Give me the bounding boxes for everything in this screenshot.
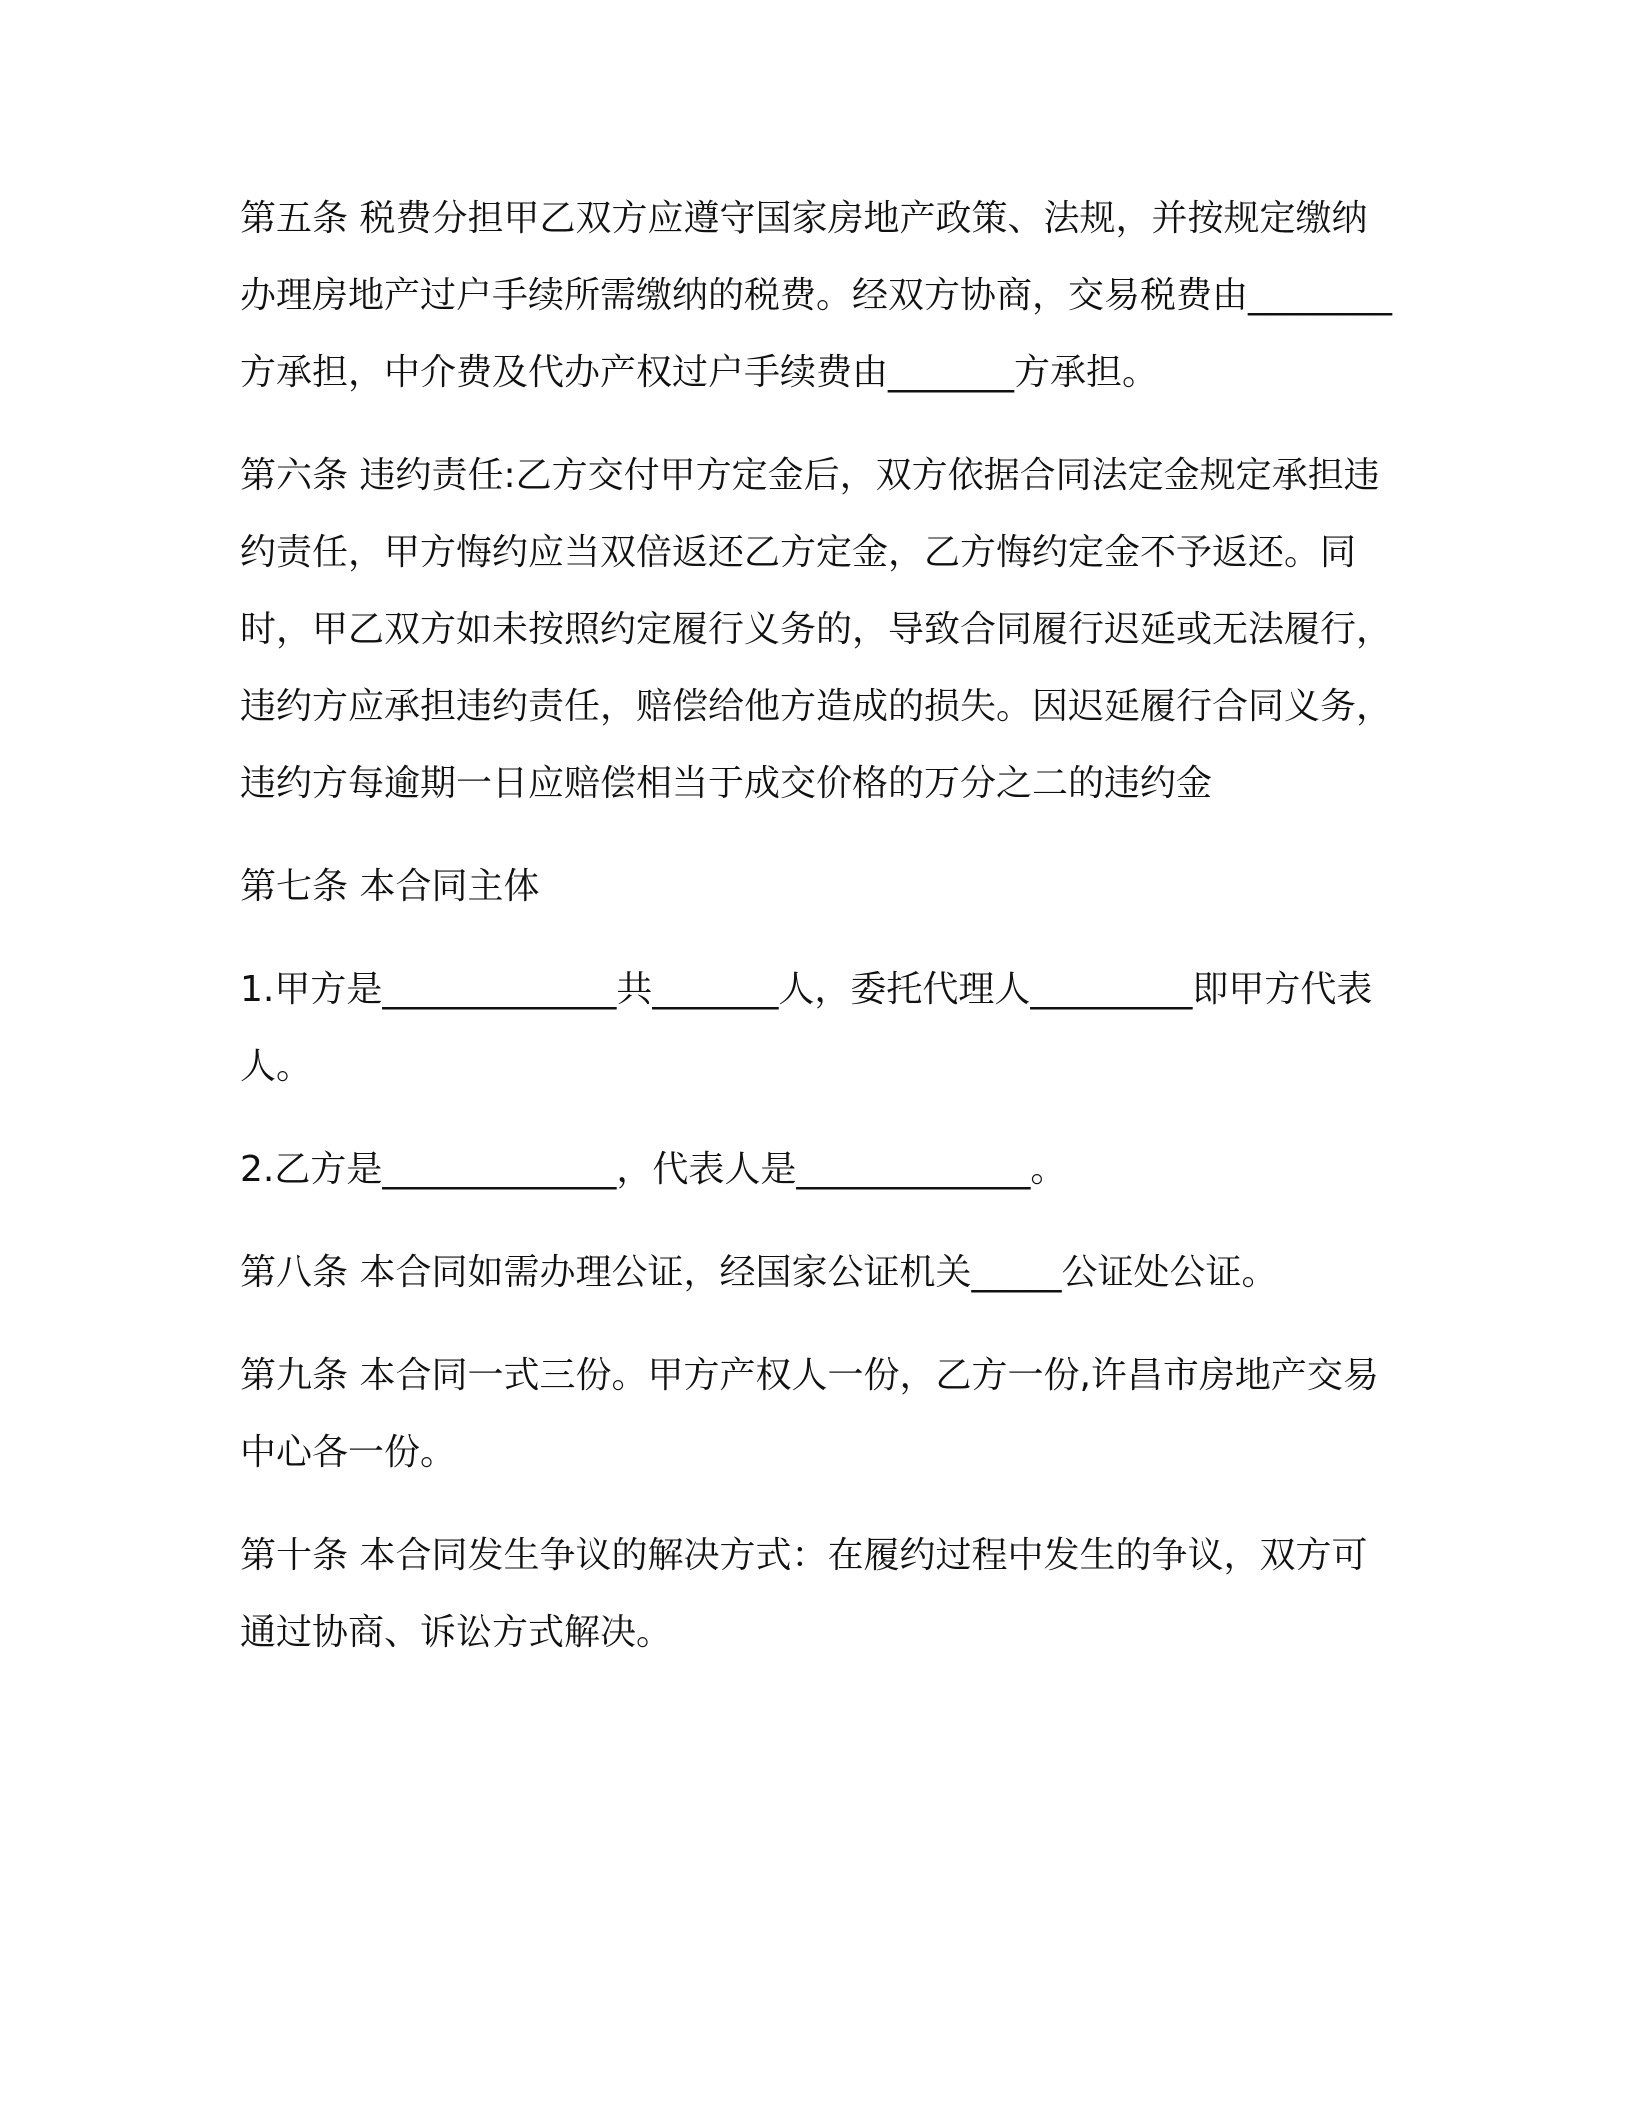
article-8-notarization: 第八条 本合同如需办理公证，经国家公证机关_____公证处公证。 xyxy=(240,1252,1278,1293)
article-7-party-a: 1.甲方是_____________共_______人，委托代理人_________即甲方代表人。 xyxy=(240,969,1373,1087)
article-9-copies: 第九条 本合同一式三份。甲方产权人一份，乙方一份,许昌市房地产交易中心各一份。 xyxy=(240,1355,1379,1473)
document-body xyxy=(240,180,1400,1697)
article-6-liability: 第六条 违约责任:乙方交付甲方定金后，双方依据合同法定金规定承担违约责任，甲方悔约应当双倍返还乙方定金，乙方悔约定金不予返还。同时，甲乙双方如未按照约定履行义务的，导致合同履行迟延或无法履行，违约方应承担违约责任，赔偿给他方造成的损失。因迟延履行合同义务，违约方每逾期一日应赔偿相当于成交价格的万分之二的违约金 xyxy=(240,455,1393,804)
article-5-tax-sharing: 第五条 税费分担甲乙双方应遵守国家房地产政策、法规，并按规定缴纳办理房地产过户手续所需缴纳的税费。经双方协商，交易税费由________方承担，中介费及代办产权过户手续费由_______方承担。 xyxy=(240,198,1393,393)
article-7-heading: 第七条 本合同主体 xyxy=(240,866,540,907)
article-10-dispute: 第十条 本合同发生争议的解决方式：在履约过程中发生的争议，双方可通过协商、诉讼方式解决。 xyxy=(240,1535,1368,1653)
article-7-party-b: 2.乙方是_____________，代表人是_____________。 xyxy=(240,1149,1067,1190)
